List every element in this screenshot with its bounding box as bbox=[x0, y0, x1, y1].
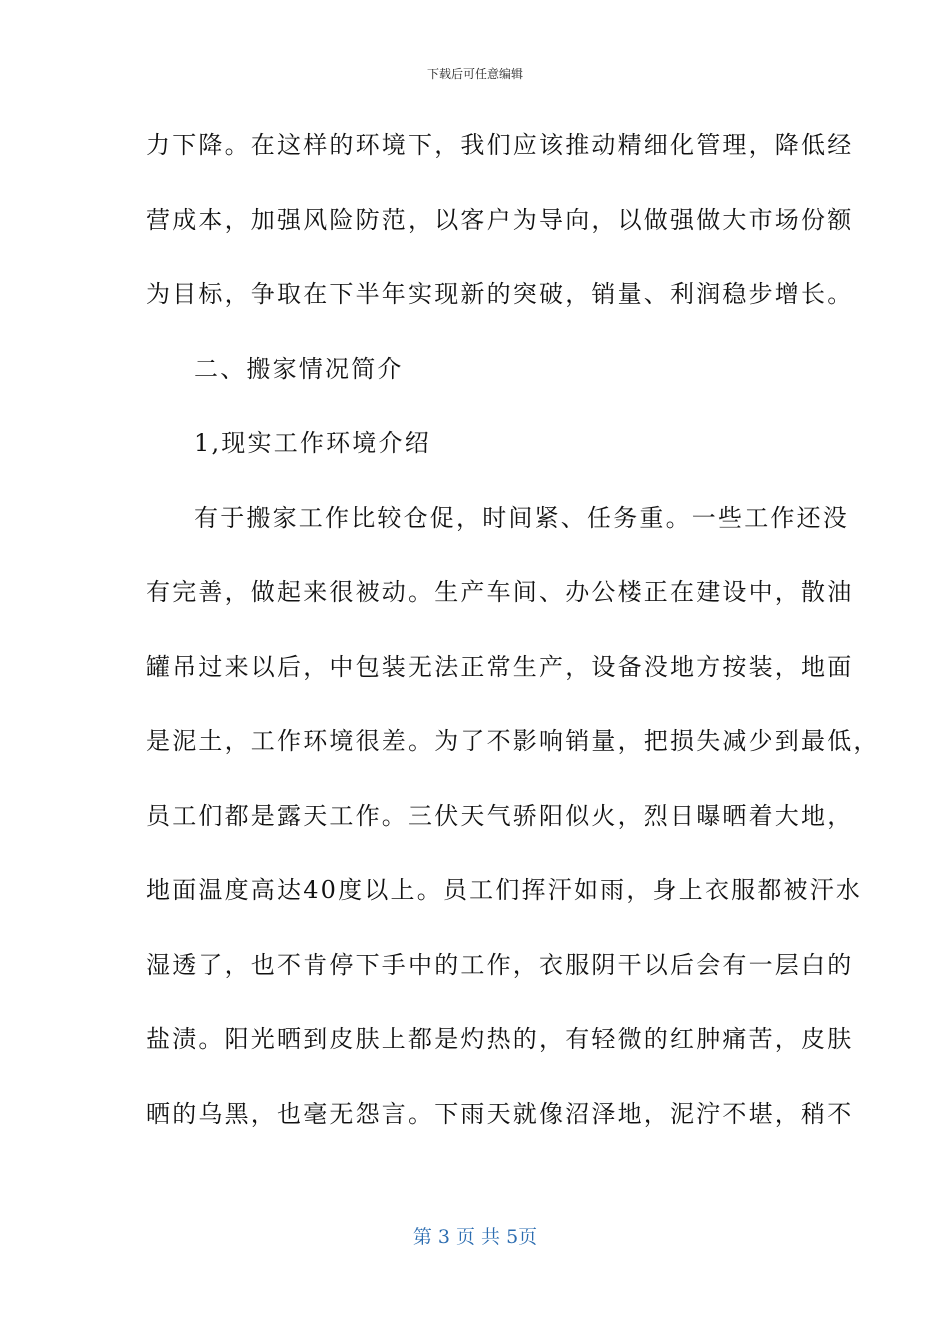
body-line-8: 罐吊过来以后，中包装无法正常生产，设备没地方按装，地面 bbox=[146, 653, 854, 681]
page-footer bbox=[0, 1224, 950, 1250]
body-line-2: 营成本，加强风险防范，以客户为导向，以做强做大市场份额 bbox=[146, 206, 854, 234]
body-line-11: 地面温度高达40度以上。员工们挥汗如雨，身上衣服都被汗水 bbox=[146, 876, 863, 904]
page-number: 第 3 页 共 5页 bbox=[412, 1226, 538, 1248]
subsection-heading: 1,现实工作环境介绍 bbox=[194, 429, 431, 457]
body-line-13: 盐渍。阳光晒到皮肤上都是灼热的，有轻微的红肿痛苦，皮肤 bbox=[146, 1025, 854, 1053]
body-line-10: 员工们都是露天工作。三伏天气骄阳似火，烈日曝晒着大地， bbox=[146, 802, 854, 830]
section-heading: 二、搬家情况简介 bbox=[194, 355, 404, 383]
body-line-9: 是泥土，工作环境很差。为了不影响销量，把损失减少到最低， bbox=[146, 727, 880, 755]
body-line-1: 力下降。在这样的环境下，我们应该推动精细化管理，降低经 bbox=[146, 131, 854, 159]
paragraph-start: 有于搬家工作比较仓促，时间紧、任务重。一些工作还没 bbox=[194, 504, 849, 532]
body-line-14: 晒的乌黑，也毫无怨言。下雨天就像沼泽地，泥泞不堪，稍不 bbox=[146, 1100, 854, 1128]
page-header: 下载后可任意编辑 bbox=[426, 67, 523, 81]
body-line-12: 湿透了，也不肯停下手中的工作，衣服阴干以后会有一层白的 bbox=[146, 951, 854, 979]
body-line-7: 有完善，做起来很被动。生产车间、办公楼正在建设中，散油 bbox=[146, 578, 854, 606]
body-line-3: 为目标，争取在下半年实现新的突破，销量、利润稳步增长。 bbox=[146, 280, 854, 308]
